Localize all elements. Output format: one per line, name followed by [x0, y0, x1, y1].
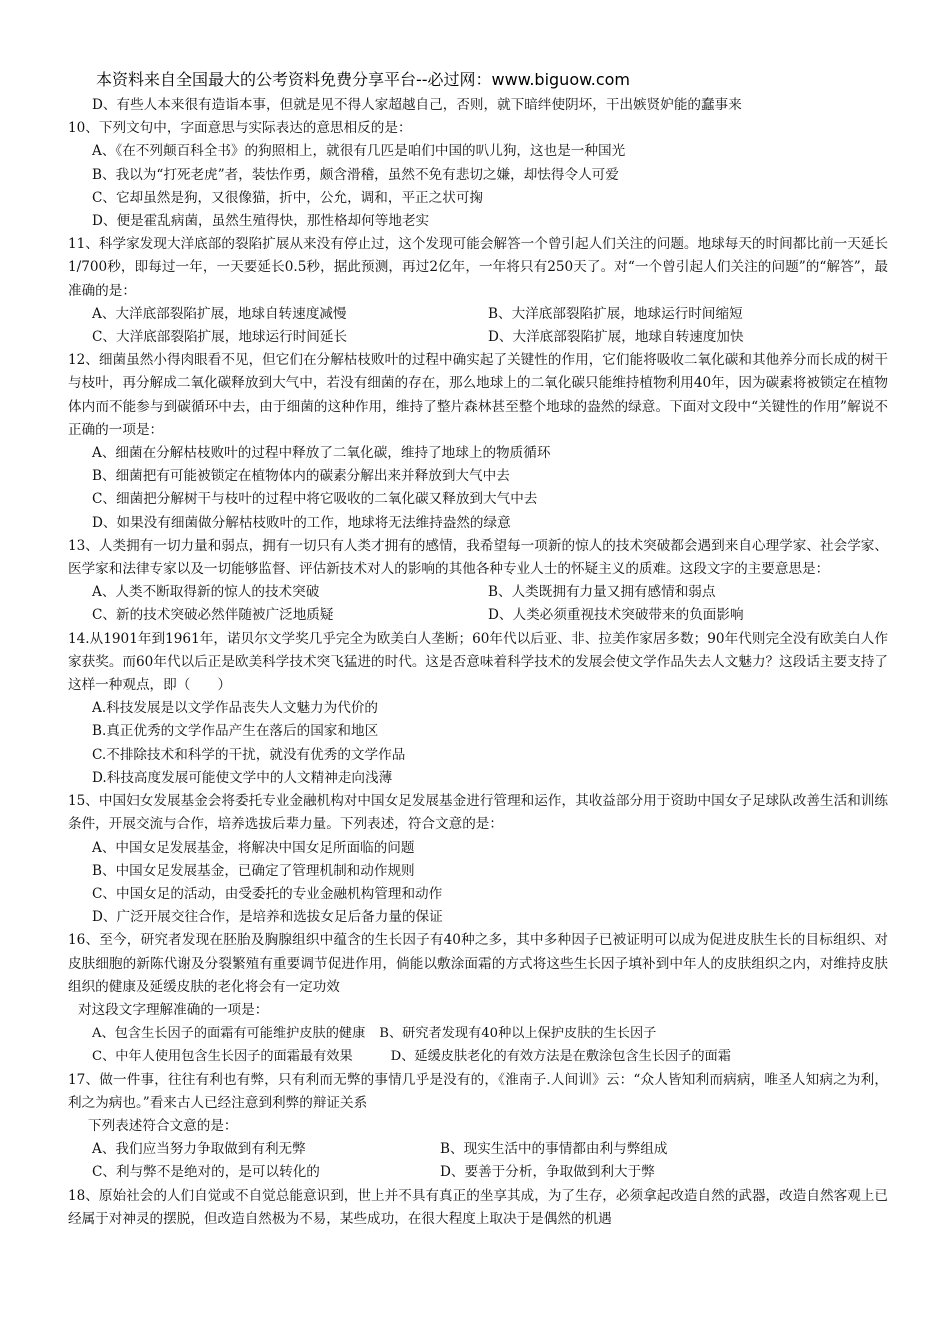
question-11-option-d: D、大洋底部裂陷扩展，地球自转速度加快: [488, 329, 744, 346]
question-13-options-row-1: [68, 581, 888, 604]
question-15-option-d: D、广泛开展交往合作，是培养和选拔女足后备力量的保证: [92, 909, 443, 926]
question-16-option-d: D、延缓皮肤老化的有效方法是在敷涂包含生长因子的面霜: [390, 1049, 731, 1065]
question-17-stem: 17、做一件事，往往有利也有弊，只有利而无弊的事情几乎是没有的，《淮南子.人间训》云：“众人皆知利而病病，唯圣人知病之为利，利之为病也。”看来古人已经注意到利弊的辩证关系: [68, 1071, 888, 1111]
question-14-option-a: A.科技发展是以文学作品丧失人文魅力为代价的: [92, 700, 379, 717]
question-14-option-b: B.真正优秀的文学作品产生在落后的国家和地区: [92, 723, 379, 740]
question-11-option-b: B、大洋底部裂陷扩展，地球运行时间缩短: [488, 305, 743, 322]
question-10-option-a: A、《在不列颠百科全书》的狗照相上，就很有几匹是咱们中国的叭儿狗，这也是一种国光: [92, 143, 626, 160]
source-header: 本资料来自全国最大的公考资料免费分享平台--必过网：www.biguow.com: [96, 70, 630, 89]
question-12-stem: 12、细菌虽然小得肉眼看不见，但它们在分解枯枝败叶的过程中确实起了关键性的作用，它们能将吸收二氧化碳和其他养分而长成的树干与枝叶，再分解成二氧化碳释放到大气中，若没有细菌的存在，那么地球上的二氧化碳只能维持植物利用40年，因为碳素将被锁定在植物体内而不能参与到碳循环中去，由于细菌的这种作用，维持了整片森林甚至整个地球的盎然的绿意。下面对文段中“关键性的作用”解说不正确的一项是：: [68, 352, 888, 438]
question-11-stem: 11、科学家发现大洋底部的裂陷扩展从来没有停止过，这个发现可能会解答一个曾引起人们关注的问题。地球每天的时间都比前一天延长1/700秒，即每过一年，一天要延长0.5秒，据此预测，再过2亿年，一年将只有250天了。对“一个曾引起人们关注的问题”的“解答”，最准确的是：: [68, 236, 888, 299]
question-13: [68, 535, 888, 628]
question-12-option-d: D、如果没有细菌做分解枯枝败叶的工作，地球将无法维持盎然的绿意: [92, 514, 511, 531]
question-12: [68, 349, 888, 535]
question-17-option-d: D、要善于分析，争取做到利大于弊: [440, 1164, 655, 1181]
question-17-options-row-2: [68, 1161, 888, 1184]
question-11-option-c: C、大洋底部裂陷扩展，地球运行时间延长: [92, 329, 348, 346]
question-18: [68, 1185, 888, 1231]
question-15-option-c: C、中国女足的活动，由受委托的专业金融机构管理和动作: [92, 885, 443, 902]
question-11-option-a: A、大洋底部裂陷扩展，地球自转速度减慢: [92, 305, 347, 322]
question-17-prompt: 下列表述符合文意的是：: [88, 1117, 238, 1134]
question-10-option-b: B、我以为“打死老虎”者，装怯作勇，颇含滑稽，虽然不免有悲切之嫌，却怯得令人可爱: [92, 166, 619, 183]
question-13-option-c: C、新的技术突破必然伴随被广泛地质疑: [92, 607, 334, 624]
question-16-options-row-1: [68, 1022, 888, 1045]
question-12-option-a: A、细菌在分解枯枝败叶的过程中释放了二氧化碳，维持了地球上的物质循环: [92, 445, 551, 462]
question-14-stem: 14.从1901年到1961年，诺贝尔文学奖几乎完全为欧美白人垄断；60年代以后亚、非、拉美作家居多数；90年代则完全没有欧美白人作家获奖。而60年代以后正是欧美科学技术突飞猛进的时代。这是否意味着科学技术的发展会使文学作品失去人文魅力？这段话主要支持了这样一种观点，即（ ）: [68, 630, 888, 694]
question-10-stem: 10、下列文句中，字面意思与实际表达的意思相反的是：: [68, 120, 412, 137]
q9-option-d: D、有些人本来很有造诣本事，但就是见不得人家超越自己，否则，就下暗绊使阴坏，干出嫉贤妒能的蠢事来: [92, 97, 742, 113]
question-15-option-a: A、中国女足发展基金，将解决中国女足所面临的问题: [92, 839, 415, 856]
question-11-options-row-2: [68, 326, 888, 349]
question-17-option-a: A、我们应当努力争取做到有利无弊: [92, 1141, 306, 1158]
question-13-option-b: B、人类既拥有力量又拥有感情和弱点: [488, 584, 716, 601]
question-15: [68, 790, 888, 929]
question-14-option-d: D.科技高度发展可能使文学中的人文精神走向浅薄: [92, 769, 393, 786]
question-17-option-b: B、现实生活中的事情都由利与弊组成: [440, 1141, 668, 1158]
question-13-option-d: D、人类必须重视技术突破带来的负面影响: [488, 607, 744, 624]
question-18-stem: 18、原始社会的人们自觉或不自觉总能意识到，世上并不具有真正的坐享其成，为了生存，必须拿起改造自然的武器，改造自然客观上已经属于对神灵的摆脱，但改造自然极为不易，某些成功，在很大程度上取决于是偶然的机遇: [68, 1187, 888, 1227]
question-13-stem: 13、人类拥有一切力量和弱点，拥有一切只有人类才拥有的感情，我希望每一项新的惊人的技术突破都会遇到来自心理学家、社会学家、医学家和法律专家以及一切能够监督、评估新技术对人的影响的其他各种专业人士的怀疑主义的质难。这段文字的主要意思是：: [68, 537, 888, 578]
question-10: [68, 117, 888, 233]
question-14: [68, 628, 888, 790]
question-15-option-b: B、中国女足发展基金，已确定了管理机制和动作规则: [92, 862, 415, 879]
question-17-option-c: C、利与弊不是绝对的，是可以转化的: [92, 1164, 320, 1181]
question-17-options-row-1: [68, 1138, 888, 1161]
question-16-option-c: C、中年人使用包含生长因子的面霜最有效果: [92, 1049, 353, 1065]
question-15-stem: 15、中国妇女发展基金会将委托专业金融机构对中国女足发展基金进行管理和运作，其收益部分用于资助中国女子足球队改善生活和训练条件，开展交流与合作，培养选拔后辈力量。下列表述，符合文意的是：: [68, 793, 888, 833]
question-17: [68, 1069, 888, 1185]
question-16-option-b: B、研究者发现有40种以上保护皮肤的生长因子: [379, 1026, 657, 1042]
question-13-options-row-2: [68, 604, 888, 627]
question-13-option-a: A、人类不断取得新的惊人的技术突破: [92, 584, 320, 601]
document-body: [68, 94, 888, 1231]
question-11: [68, 233, 888, 349]
question-16-stem: 16、至今，研究者发现在胚胎及胸腺组织中蕴含的生长因子有40种之多，其中多种因子已被证明可以成为促进皮肤生长的目标组织、对皮肤细胞的新陈代谢及分裂繁殖有重要调节促进作用，倘能以敷涂面霜的方式将这些生长因子填补到中年人的皮肤组织之内，对维持皮肤组织的健康及延缓皮肤的老化将会有一定功效: [68, 932, 888, 995]
question-16: [68, 929, 888, 1068]
question-16-option-a: A、包含生长因子的面霜有可能维护皮肤的健康: [92, 1026, 366, 1042]
question-10-option-d: D、便是霍乱病菌，虽然生殖得快，那性格却何等地老实: [92, 213, 430, 230]
question-14-option-c: C.不排除技术和科学的干扰，就没有优秀的文学作品: [92, 746, 406, 763]
question-12-option-b: B、细菌把有可能被锁定在植物体内的碳素分解出来并释放到大气中去: [92, 468, 510, 485]
question-10-option-c: C、它却虽然是狗，又很像猫，折中，公允，调和，平正之状可掬: [92, 189, 484, 206]
question-16-prompt: 对这段文字理解准确的一项是：: [78, 1001, 269, 1018]
question-16-options-row-2: [68, 1045, 888, 1068]
question-11-options-row-1: [68, 303, 888, 326]
question-12-option-c: C、细菌把分解树干与枝叶的过程中将它吸收的二氧化碳又释放到大气中去: [92, 491, 538, 508]
